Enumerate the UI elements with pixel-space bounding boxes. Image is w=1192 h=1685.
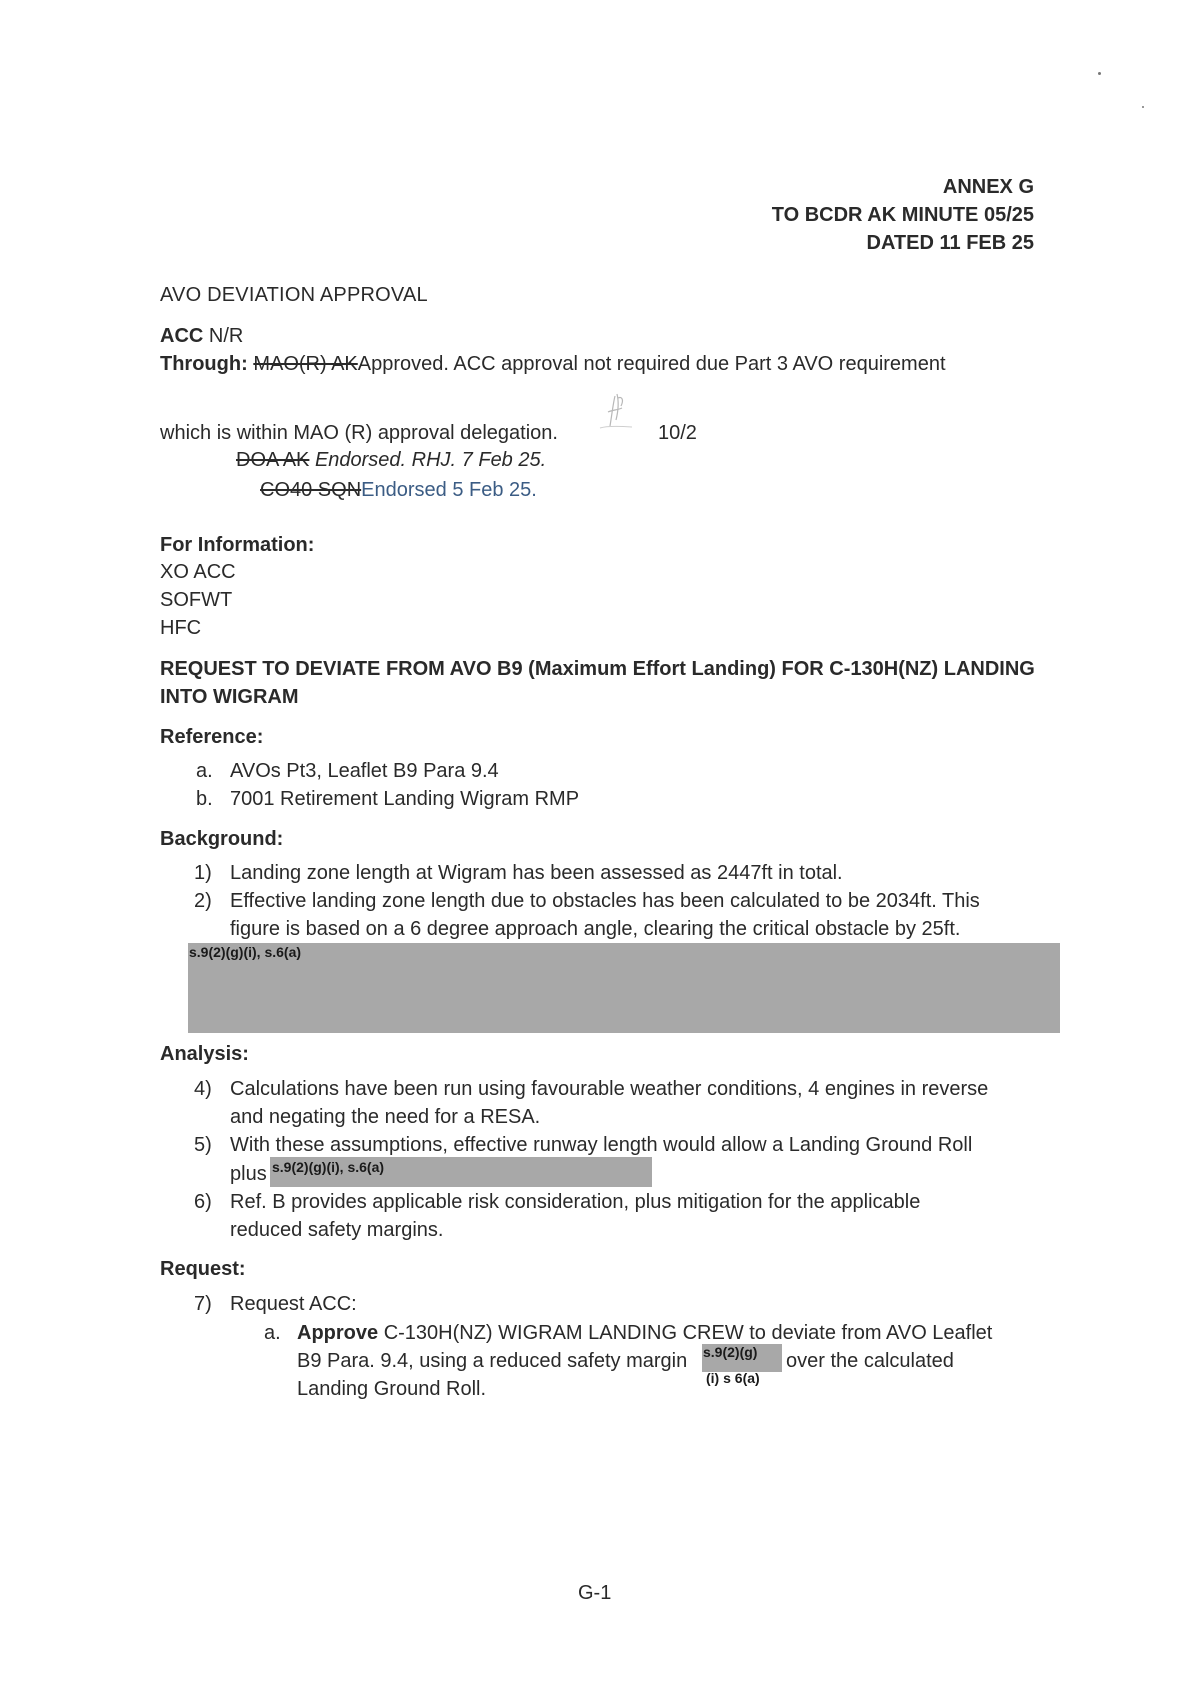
through-approval-text: Approved. ACC approval not required due Part 3 AVO requirement: [357, 353, 946, 375]
approve-emphasis: Approve: [297, 1322, 379, 1344]
info-recipient: SOFWT: [160, 589, 233, 611]
request-sub-item-continuation: B9 Para. 9.4, using a reduced safety margin: [297, 1350, 688, 1372]
request-sub-item: [297, 1320, 992, 1346]
background-item-continuation: figure is based on a 6 degree approach angle, clearing the critical obstacle by 25ft.: [230, 918, 961, 940]
approval-date: 10/2: [658, 422, 697, 444]
for-information-heading: For Information:: [160, 534, 315, 556]
redaction-label: s.9(2)(g): [703, 1344, 758, 1360]
info-recipient: XO ACC: [160, 561, 236, 583]
analysis-item: With these assumptions, effective runway length would allow a Landing Ground Roll: [230, 1134, 973, 1156]
reference-heading: Reference:: [160, 726, 264, 748]
through-line: [160, 351, 946, 377]
scan-speck: [1098, 72, 1101, 75]
list-marker: 4): [194, 1078, 212, 1100]
analysis-item-continuation: reduced safety margins.: [230, 1219, 444, 1241]
co-endorsement-text: Endorsed 5 Feb 25.: [361, 479, 537, 501]
doa-endorsement: [236, 447, 546, 473]
analysis-item-continuation: plus: [230, 1163, 267, 1185]
analysis-heading: Analysis:: [160, 1043, 249, 1065]
request-sub-item-text: C-130H(NZ) WIGRAM LANDING CREW to deviate from AVO Leaflet: [383, 1322, 993, 1344]
background-item: Landing zone length at Wigram has been assessed as 2447ft in total.: [230, 862, 843, 884]
reference-item: AVOs Pt3, Leaflet B9 Para 9.4: [230, 760, 499, 782]
analysis-item: Ref. B provides applicable risk consideration, plus mitigation for the applicable: [230, 1191, 921, 1213]
list-marker: 7): [194, 1293, 212, 1315]
request-sub-item-continuation: over the calculated: [786, 1350, 954, 1372]
reference-item: 7001 Retirement Landing Wigram RMP: [230, 788, 580, 810]
through-struck-text: MAO(R) AK: [253, 353, 358, 375]
reference-marker: a.: [196, 760, 213, 782]
acc-value: N/R: [208, 325, 244, 347]
request-item: Request ACC:: [230, 1293, 357, 1315]
co-endorsement: [260, 477, 537, 503]
subject-line: INTO WIGRAM: [160, 686, 299, 708]
reference-marker: b.: [196, 788, 213, 810]
list-marker: 6): [194, 1191, 212, 1213]
sub-list-marker: a.: [264, 1322, 281, 1344]
redaction-label: s.9(2)(g)(i), s.6(a): [272, 1159, 385, 1175]
document-title: AVO DEVIATION APPROVAL: [160, 284, 428, 306]
handwritten-initials-signature: [596, 390, 636, 434]
subject-line: REQUEST TO DEVIATE FROM AVO B9 (Maximum Effort Landing) FOR C-130H(NZ) LANDING: [160, 658, 1035, 680]
doa-struck-text: DOA AK: [236, 449, 310, 471]
through-label: Through:: [160, 353, 248, 375]
scan-speck: [1142, 106, 1144, 108]
background-item: Effective landing zone length due to obstacles has been calculated to be 2034ft. This: [230, 890, 980, 912]
analysis-item-continuation: and negating the need for a RESA.: [230, 1106, 541, 1128]
page-number: G-1: [578, 1582, 612, 1604]
list-marker: 1): [194, 862, 212, 884]
list-marker: 5): [194, 1134, 212, 1156]
acc-line: [160, 323, 243, 349]
through-continuation: which is within MAO (R) approval delegation.: [160, 422, 558, 444]
doa-endorsement-text: Endorsed. RHJ. 7 Feb 25.: [314, 449, 547, 471]
redaction-label: (i) s 6(a): [706, 1370, 760, 1386]
request-heading: Request:: [160, 1258, 246, 1280]
info-recipient: HFC: [160, 617, 202, 639]
dated-line: DATED 11 FEB 25: [866, 232, 1034, 254]
redaction-block: [188, 943, 1060, 1033]
acc-label: ACC: [160, 325, 204, 347]
list-marker: 2): [194, 890, 212, 912]
background-heading: Background:: [160, 828, 284, 850]
redaction-label: s.9(2)(g)(i), s.6(a): [189, 944, 302, 960]
co-struck-text: CO40 SQN: [260, 479, 362, 501]
minute-reference: TO BCDR AK MINUTE 05/25: [771, 204, 1034, 226]
annex-label: ANNEX G: [942, 176, 1034, 198]
analysis-item: Calculations have been run using favourable weather conditions, 4 engines in reverse: [230, 1078, 989, 1100]
request-sub-item-continuation: Landing Ground Roll.: [297, 1378, 487, 1400]
